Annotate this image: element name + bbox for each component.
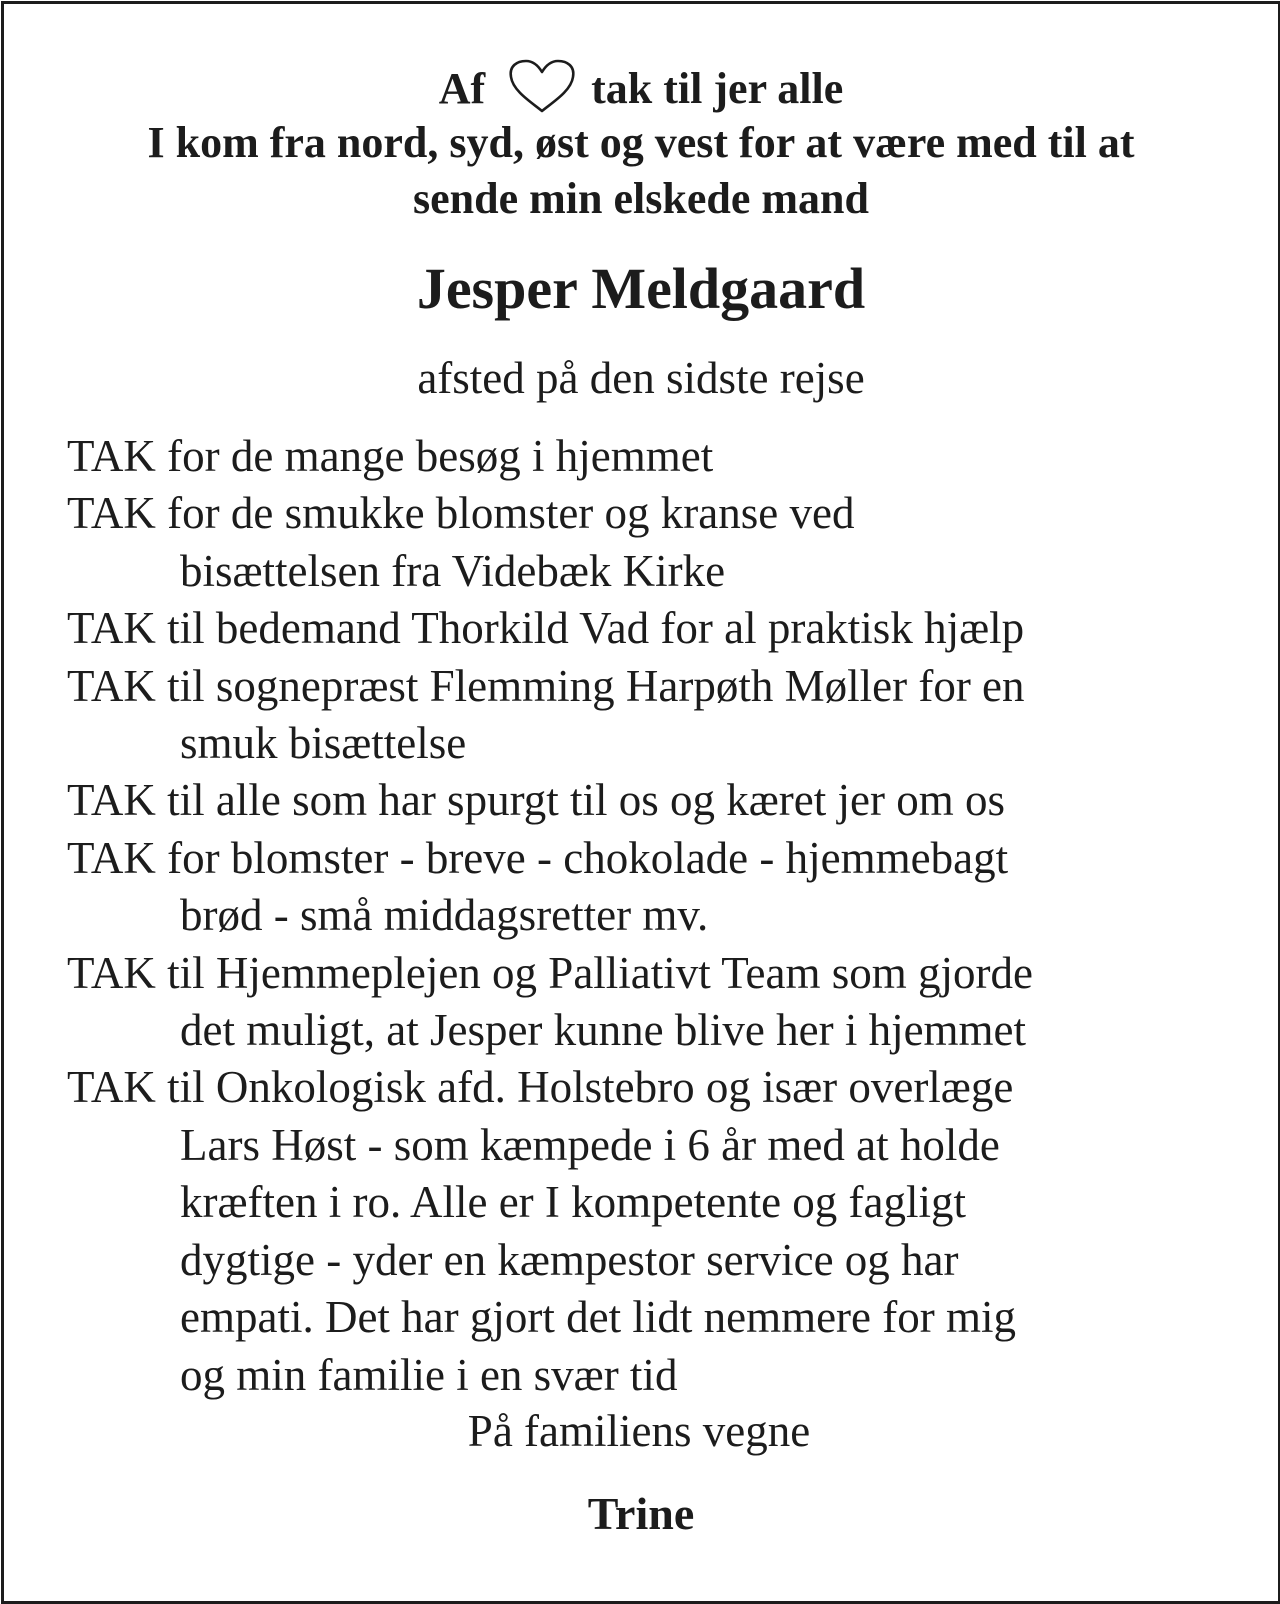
thanks-line: TAK til Onkologisk afd. Holstebro og især overlæge bbox=[67, 1062, 1014, 1113]
thanks-line: TAK for blomster - breve - chokolade - hjemmebagt bbox=[67, 832, 1009, 883]
thanks-line: TAK til sognepræst Flemming Harpøth Møller for en bbox=[67, 660, 1025, 711]
thanks-entry bbox=[67, 945, 1247, 1060]
thanks-line: TAK til bedemand Thorkild Vad for al praktisk hjælp bbox=[67, 603, 1025, 654]
headline-line-1 bbox=[4, 56, 1278, 118]
thanks-line: empati. Det har gjort det lidt nemmere for mig bbox=[180, 1292, 1016, 1343]
headline-line-3: sende min elskede mand bbox=[413, 174, 869, 223]
thanks-line: og min familie i en svær tid bbox=[180, 1349, 678, 1400]
thanks-entry bbox=[67, 600, 1247, 657]
thanks-entry bbox=[67, 1059, 1247, 1403]
thanks-line: Lars Høst - som kæmpede i 6 år med at holde bbox=[180, 1119, 1000, 1170]
thanks-entry bbox=[67, 485, 1247, 600]
notice-frame bbox=[1, 1, 1280, 1604]
headline-af: Af bbox=[438, 63, 486, 113]
thanks-line: brød - små middagsretter mv. bbox=[180, 890, 709, 941]
thanks-entry bbox=[67, 658, 1247, 773]
headline-line-2: I kom fra nord, syd, øst og vest for at være med til at bbox=[147, 118, 1135, 167]
thanks-line: TAK for de smukke blomster og kranse ved bbox=[67, 488, 855, 539]
thanks-line: TAK til alle som har spurgt til os og kæret jer om os bbox=[67, 775, 1005, 826]
subtitle: afsted på den sidste rejse bbox=[417, 353, 865, 403]
headline-tak: tak til jer alle bbox=[591, 63, 844, 113]
deceased-name: Jesper Meldgaard bbox=[416, 256, 866, 321]
heart-outline-icon bbox=[507, 59, 577, 115]
thanks-line: dygtige - yder en kæmpestor service og har bbox=[180, 1234, 959, 1285]
thanks-line: bisættelsen fra Videbæk Kirke bbox=[180, 545, 726, 596]
thanks-line: kræften i ro. Alle er I kompetente og fagligt bbox=[180, 1177, 967, 1228]
thanks-entry bbox=[67, 830, 1247, 945]
thanks-line: TAK til Hjemmeplejen og Palliativt Team som gjorde bbox=[67, 947, 1033, 998]
thanks-line: det muligt, at Jesper kunne blive her i hjemmet bbox=[180, 1005, 1027, 1056]
closing-line: På familiens vegne bbox=[467, 1406, 811, 1456]
thanks-line: TAK for de mange besøg i hjemmet bbox=[67, 431, 714, 481]
thanks-line: smuk bisættelse bbox=[180, 718, 467, 769]
thanks-list bbox=[67, 428, 1247, 1404]
thanks-entry bbox=[67, 428, 1247, 485]
signature: Trine bbox=[587, 1488, 695, 1539]
thanks-entry bbox=[67, 772, 1247, 829]
